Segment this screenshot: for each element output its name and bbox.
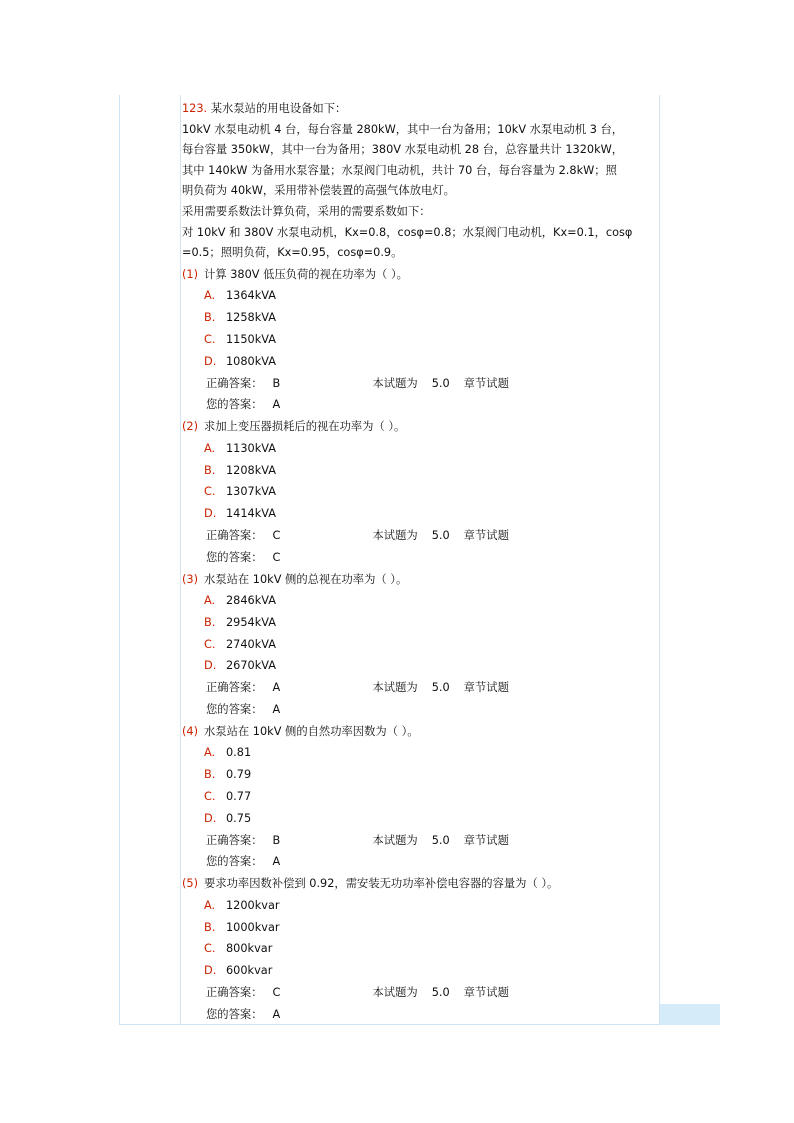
problem-heading [182, 99, 658, 120]
answer-option[interactable] [182, 808, 658, 830]
option-letter: A. [204, 746, 216, 760]
your-answer-value: A [272, 703, 281, 717]
score-value: 5.0 [431, 833, 450, 847]
option-letter: B. [204, 768, 216, 782]
sub-question-list [182, 264, 658, 1026]
correct-answer-value: B [272, 833, 281, 847]
answer-option[interactable] [182, 938, 658, 960]
answer-option[interactable] [182, 503, 658, 525]
sub-question-text: 水泵站在 10kV 侧的自然功率因数为（ ）。 [204, 724, 419, 738]
sub-question-heading [182, 264, 658, 286]
sub-question-number: (5) [182, 877, 199, 891]
frame-corner-block [660, 1004, 720, 1025]
sub-question-number: (3) [182, 572, 199, 586]
your-answer-label: 您的答案： [206, 703, 263, 717]
sub-question-heading [182, 569, 658, 591]
answer-option[interactable] [182, 786, 658, 808]
answer-option[interactable] [182, 438, 658, 460]
question-content [182, 99, 658, 1026]
option-letter: A. [204, 594, 216, 608]
option-letter: B. [204, 311, 216, 325]
sub-question-text: 求加上变压器损耗后的视在功率为（ ）。 [204, 420, 406, 434]
sub-question-heading [182, 416, 658, 438]
answer-option[interactable] [182, 742, 658, 764]
correct-answer-label: 正确答案： [206, 986, 263, 1000]
option-text: 1364kVA [226, 289, 277, 303]
your-answer-row [182, 394, 658, 416]
option-text: 1000kvar [226, 920, 280, 934]
problem-line: 采用需要系数法计算负荷，采用的需要系数如下： [182, 204, 431, 218]
answer-option[interactable] [182, 634, 658, 656]
your-answer-row [182, 699, 658, 721]
correct-answer-row [182, 525, 658, 547]
your-answer-label: 您的答案： [206, 398, 263, 412]
problem-title: 某水泵站的用电设备如下： [210, 102, 347, 115]
score-value: 5.0 [431, 376, 450, 390]
answer-option[interactable] [182, 307, 658, 329]
answer-option[interactable] [182, 590, 658, 612]
problem-number: 123. [182, 102, 208, 115]
score-label: 本试题为 [372, 681, 418, 695]
option-letter: D. [204, 354, 217, 368]
answer-option[interactable] [182, 655, 658, 677]
correct-answer-label: 正确答案： [206, 528, 263, 542]
option-text: 1258kVA [226, 311, 277, 325]
option-letter: B. [204, 463, 216, 477]
problem-line: 10kV 水泵电动机 4 台，每台容量 280kW，其中一台为备用；10kV 水泵电动机 3 台， [182, 122, 624, 136]
correct-answer-value: A [272, 681, 281, 695]
answer-option[interactable] [182, 481, 658, 503]
your-answer-label: 您的答案： [206, 855, 263, 869]
correct-answer-label: 正确答案： [206, 376, 263, 390]
option-letter: D. [204, 659, 217, 673]
option-letter: C. [204, 790, 216, 804]
problem-line: 其中 140kW 为备用水泵容量；水泵阀门电动机，共计 70 台，每台容量为 2.8kW；照 [182, 163, 617, 177]
score-value: 5.0 [431, 986, 450, 1000]
score-value: 5.0 [431, 681, 450, 695]
option-letter: D. [204, 507, 217, 521]
answer-option[interactable] [182, 764, 658, 786]
problem-line: 对 10kV 和 380V 水泵电动机，Kx=0.8，cosφ=0.8；水泵阀门电动机，Kx=0.1，cosφ [182, 225, 633, 239]
option-text: 1080kVA [226, 354, 277, 368]
option-text: 2954kVA [226, 615, 277, 629]
sub-question-number: (4) [182, 724, 199, 738]
score-value: 5.0 [431, 528, 450, 542]
option-text: 800kvar [226, 942, 273, 956]
option-letter: C. [204, 485, 216, 499]
chapter-label: 章节试题 [463, 986, 509, 1000]
your-answer-value: A [272, 1007, 281, 1021]
option-text: 1208kVA [226, 463, 277, 477]
answer-option[interactable] [182, 612, 658, 634]
correct-answer-row [182, 982, 658, 1004]
answer-option[interactable] [182, 895, 658, 917]
frame-divider-left [180, 95, 181, 1025]
option-letter: C. [204, 637, 216, 651]
correct-answer-row [182, 830, 658, 852]
score-label: 本试题为 [372, 833, 418, 847]
score-label: 本试题为 [372, 528, 418, 542]
problem-line: 明负荷为 40kW，采用带补偿装置的高强气体放电灯。 [182, 184, 455, 198]
option-text: 1200kvar [226, 898, 280, 912]
option-letter: B. [204, 920, 216, 934]
option-letter: A. [204, 441, 216, 455]
frame-divider-right [659, 95, 660, 1025]
option-letter: D. [204, 964, 217, 978]
your-answer-label: 您的答案： [206, 550, 263, 564]
option-text: 1130kVA [226, 441, 277, 455]
chapter-label: 章节试题 [463, 833, 509, 847]
option-text: 2846kVA [226, 594, 277, 608]
option-letter: A. [204, 898, 216, 912]
option-text: 1307kVA [226, 485, 277, 499]
problem-line: =0.5；照明负荷，Kx=0.95，cosφ=0.9。 [182, 246, 403, 260]
correct-answer-value: C [272, 986, 281, 1000]
correct-answer-row [182, 373, 658, 395]
sub-question-number: (1) [182, 267, 199, 281]
chapter-label: 章节试题 [463, 376, 509, 390]
your-answer-row [182, 547, 658, 569]
option-text: 1414kVA [226, 507, 277, 521]
chapter-label: 章节试题 [463, 681, 509, 695]
option-text: 0.77 [226, 790, 252, 804]
option-letter: B. [204, 615, 216, 629]
score-label: 本试题为 [372, 986, 418, 1000]
sub-question-text: 要求功率因数补偿到 0.92，需安装无功功率补偿电容器的容量为（ ）。 [204, 877, 559, 891]
answer-option[interactable] [182, 329, 658, 351]
sub-question-heading [182, 721, 658, 743]
chapter-label: 章节试题 [463, 528, 509, 542]
option-text: 600kvar [226, 964, 273, 978]
problem-line: 每台容量 350kW，其中一台为备用；380V 水泵电动机 28 台，总容量共计 1320kW， [182, 143, 624, 157]
your-answer-label: 您的答案： [206, 1007, 263, 1021]
your-answer-value: C [272, 550, 281, 564]
correct-answer-label: 正确答案： [206, 833, 263, 847]
your-answer-row [182, 1004, 658, 1026]
option-text: 0.81 [226, 746, 252, 760]
option-text: 1150kVA [226, 332, 277, 346]
option-letter: A. [204, 289, 216, 303]
option-letter: C. [204, 942, 216, 956]
your-answer-value: A [272, 398, 281, 412]
correct-answer-label: 正确答案： [206, 681, 263, 695]
option-text: 0.79 [226, 768, 252, 782]
option-text: 0.75 [226, 811, 252, 825]
your-answer-row [182, 851, 658, 873]
answer-option[interactable] [182, 285, 658, 307]
option-letter: C. [204, 332, 216, 346]
sub-question-number: (2) [182, 420, 199, 434]
answer-option[interactable] [182, 460, 658, 482]
correct-answer-row [182, 677, 658, 699]
correct-answer-value: C [272, 528, 281, 542]
option-letter: D. [204, 811, 217, 825]
score-label: 本试题为 [372, 376, 418, 390]
answer-option[interactable] [182, 960, 658, 982]
option-text: 2740kVA [226, 637, 277, 651]
sub-question-text: 水泵站在 10kV 侧的总视在功率为（ ）。 [204, 572, 408, 586]
answer-option[interactable] [182, 917, 658, 939]
sub-question-text: 计算 380V 低压负荷的视在功率为（ ）。 [204, 267, 408, 281]
your-answer-value: A [272, 855, 281, 869]
option-text: 2670kVA [226, 659, 277, 673]
correct-answer-value: B [272, 376, 281, 390]
sub-question-heading [182, 873, 658, 895]
answer-option[interactable] [182, 351, 658, 373]
